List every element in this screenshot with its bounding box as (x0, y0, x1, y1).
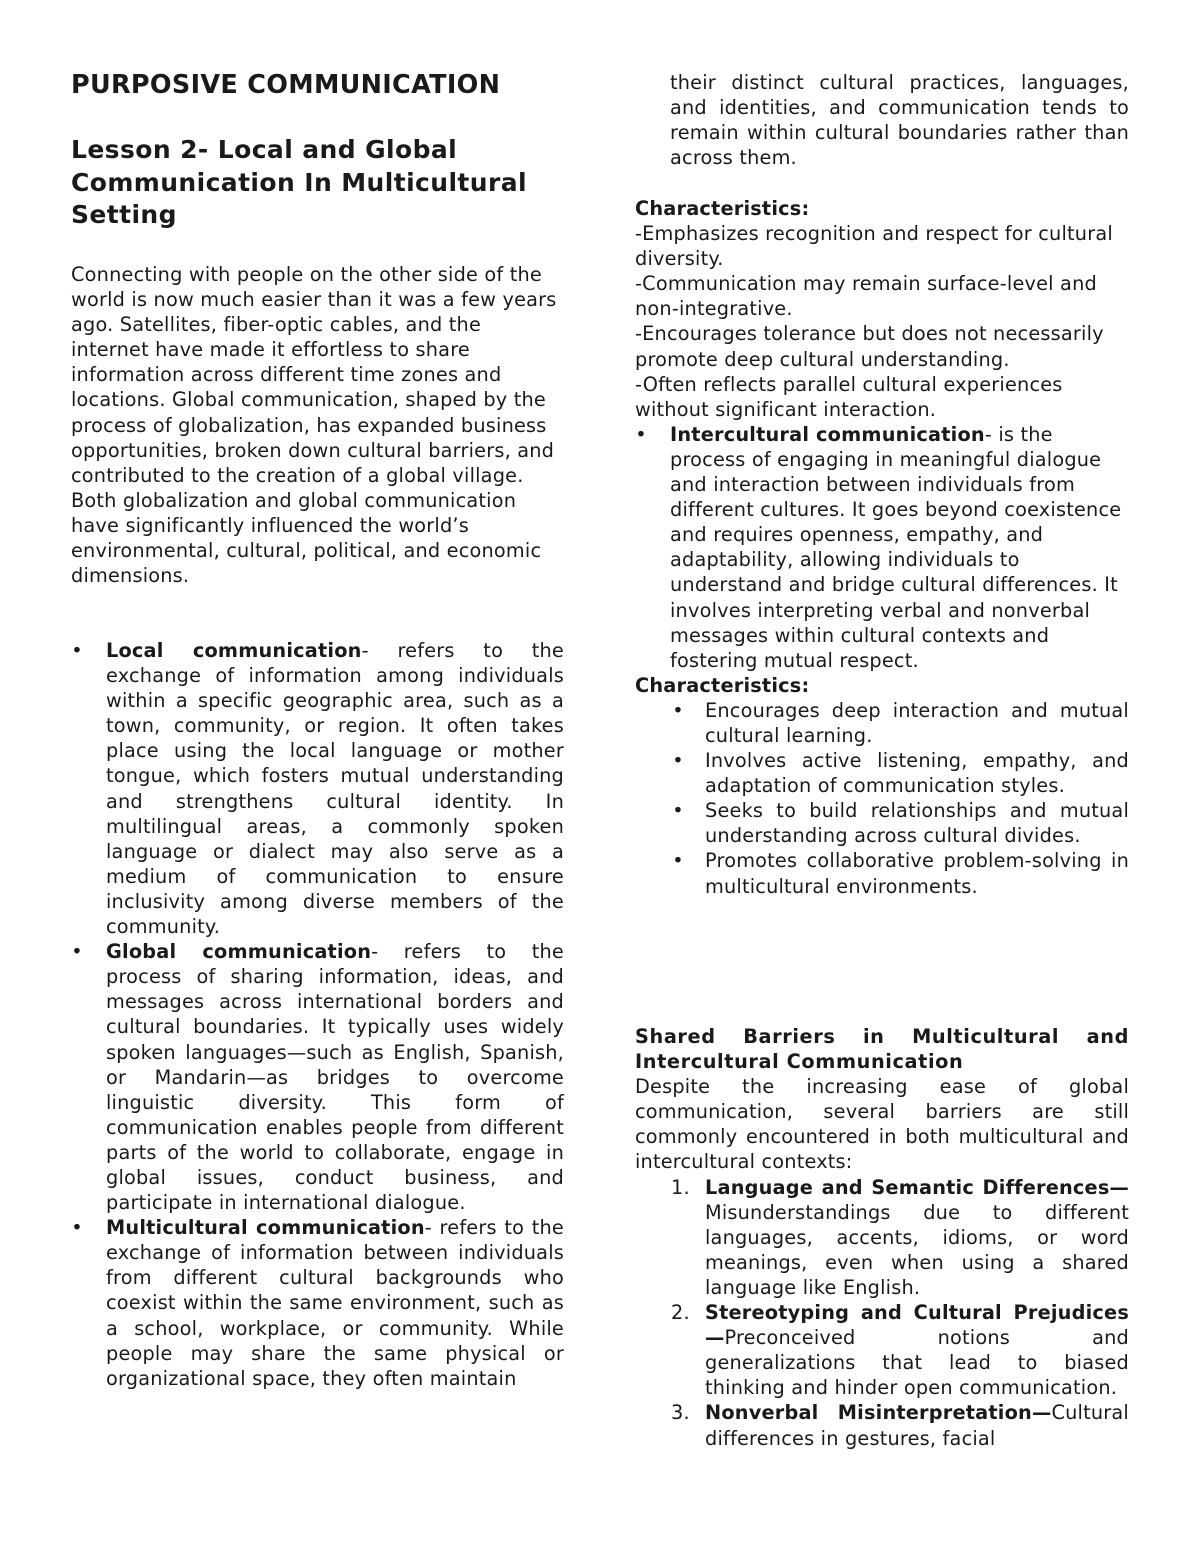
characteristic-item (635, 698, 1129, 748)
item-number: 3. (671, 1401, 690, 1425)
intercultural-list (635, 422, 1128, 673)
barriers-list (635, 1175, 1129, 1451)
multicultural-continued: their distinct cultural practices, languages, and identities, and communication tends to remain within cultural boundaries rather than across them. (670, 71, 1129, 170)
item-number: 2. (671, 1301, 690, 1325)
characteristic-item (635, 798, 1129, 848)
term: Multicultural communication (106, 1216, 425, 1240)
lesson-title: Lesson 2- Local and Global Communication In Multicultural Setting (71, 135, 527, 229)
characteristic-item: -Emphasizes recognition and respect for cultural diversity. (635, 222, 1113, 271)
definition: - refers to the exchange of information among individuals within a specific geographic area, such as a town, community, or region. It often takes place using the local language or mother tongue, which fosters mutual understanding and strengthens cultural identity. In multilingual areas, a commonly spoken language or dialect may also serve as a medium of communication to ensure inclusivity among diverse members of the community. (106, 639, 564, 939)
barrier-text: Preconceived notions and generalizations that lead to biased thinking and hinder open communication. (705, 1326, 1129, 1400)
characteristics-heading: Characteristics: (635, 197, 810, 220)
bullet-icon: • (672, 849, 684, 873)
barrier-text: Misunderstandings due to different languages, accents, idioms, or word meanings, even when using a shared language like English. (705, 1200, 1129, 1299)
document-title: PURPOSIVE COMMUNICATION (71, 70, 501, 100)
bullet-icon: • (71, 1216, 83, 1240)
list-item (71, 1215, 564, 1391)
characteristic-text: Involves active listening, empathy, and adaptation of communication styles. (705, 749, 1129, 798)
intercultural-characteristics (635, 698, 1129, 899)
barrier-item (635, 1175, 1129, 1300)
barrier-term: Language and Semantic Differences— (705, 1175, 1129, 1199)
characteristic-item: -Communication may remain surface-level and non-integrative. (635, 272, 1097, 321)
list-item (635, 422, 1128, 673)
item-number: 1. (671, 1175, 690, 1199)
bullet-icon: • (71, 639, 83, 662)
barriers-heading: Shared Barriers in Multicultural and Intercultural Communication (635, 1025, 1129, 1074)
barrier-item (635, 1300, 1129, 1400)
barriers-intro: Despite the increasing ease of global communication, several barriers are still commonly encountered in both multicultural and intercultural contexts: (635, 1075, 1129, 1174)
barrier-item (635, 1400, 1129, 1450)
definition: - refers to the exchange of information between individuals from different cultural backgrounds who coexist within the same environment, such as a school, workplace, or community. While people may share the same physical or organizational space, they often maintain (106, 1216, 564, 1390)
characteristics-heading: Characteristics: (635, 673, 810, 697)
barrier-text: Cultural differences in gestures, facial (705, 1401, 1129, 1450)
characteristic-text: Promotes collaborative problem-solving in multicultural environments. (705, 849, 1129, 898)
bullet-icon: • (672, 799, 684, 823)
barrier-term: Stereotyping and Cultural Prejudices— (705, 1301, 1129, 1350)
characteristic-item: -Encourages tolerance but does not necessarily promote deep cultural understanding. (635, 322, 1104, 371)
term: Global communication (106, 940, 372, 964)
characteristic-item (635, 748, 1129, 798)
intro-paragraph: Connecting with people on the other side of the world is now much easier than it was a few years ago. Satellites, fiber-optic cables, and the internet have made it effortless to share information across different time zones and locations. Global communication, shaped by the process of globalization, has expanded business opportunities, broken down cultural barriers, and contributed to the creation of a global village. Both globalization and global communication have significantly influenced the world’s environmental, cultural, political, and economic dimensions. (71, 263, 557, 588)
definition: - refers to the process of sharing information, ideas, and messages across international borders and cultural boundaries. It typically uses widely spoken languages—such as English, Spanish, or Mandarin—as bridges to overcome linguistic diversity. This form of communication enables people from different parts of the world to collaborate, engage in global issues, conduct business, and participate in international dialogue. (106, 940, 564, 1215)
multicultural-characteristics (635, 196, 1129, 899)
term: Intercultural communication (670, 422, 985, 446)
definition: - is the process of engaging in meaningful dialogue and interaction between individuals from different cultures. It goes beyond coexistence and requires openness, empathy, and adaptability, allowing individuals to understand and bridge cultural differences. It involves interpreting verbal and nonverbal messages within cultural contexts and fostering mutual respect. (670, 422, 1122, 672)
characteristic-text: Seeks to build relationships and mutual understanding across cultural divides. (705, 799, 1129, 848)
characteristic-text: Encourages deep interaction and mutual cultural learning. (705, 698, 1129, 747)
term: Local communication (106, 639, 362, 662)
barriers-section (635, 1024, 1129, 1451)
barrier-term: Nonverbal Misinterpretation— (705, 1401, 1052, 1425)
bullet-icon: • (71, 940, 83, 964)
bullet-icon: • (672, 698, 684, 722)
communication-types-list (71, 638, 564, 1391)
bullet-icon: • (672, 749, 684, 773)
list-item (71, 939, 564, 1215)
list-item (71, 638, 564, 939)
characteristic-item (635, 848, 1129, 898)
bullet-icon: • (635, 422, 647, 446)
characteristic-item: -Often reflects parallel cultural experiences without significant interaction. (635, 372, 1063, 421)
